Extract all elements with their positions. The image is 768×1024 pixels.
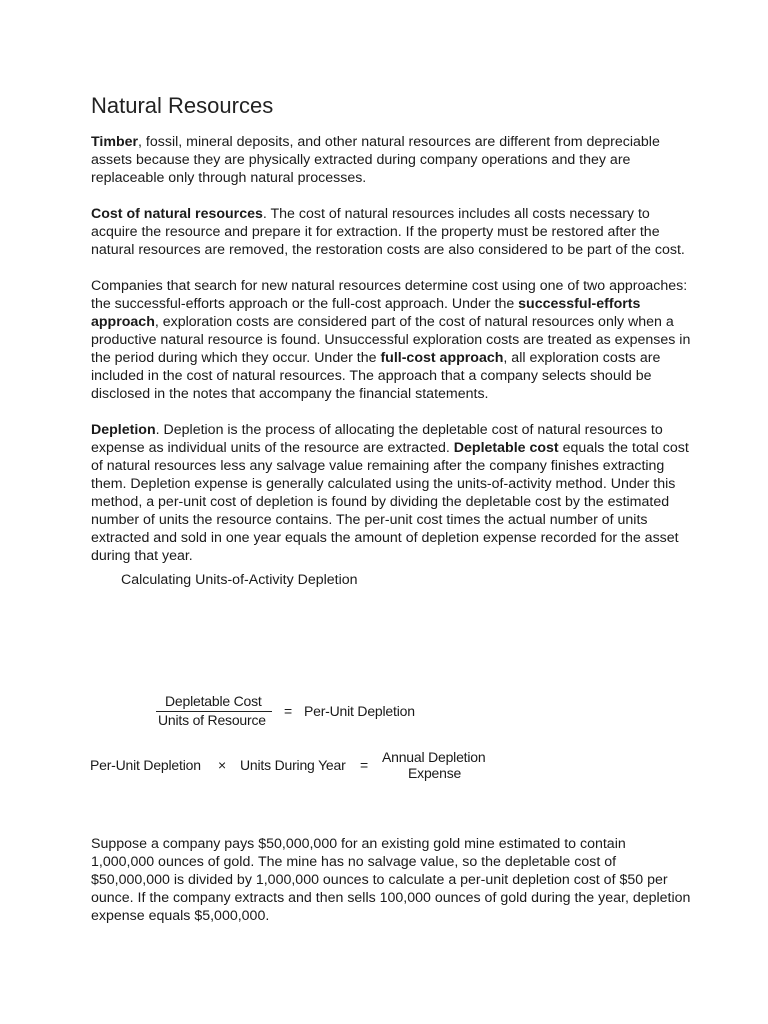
paragraph-cost-text: . The cost of natural resources includes all costs necessary to acquire the resource and prepare it for extraction. If the property must be restored after the natural resources are removed, the restoration costs are also considered to be part of the cost.: [91, 206, 685, 258]
figure-caption: Calculating Units-of-Activity Depletion: [121, 572, 358, 588]
paragraph-example: Suppose a company pays $50,000,000 for an existing gold mine estimated to contain 1,000,000 ounces of gold. The mine has no salvage value, so the depletable cost of $50,000,000 is divided by 1,000,000 ounces to calculate a per-unit depletion cost of $50 per ounce. If the company extracts and then sells 100,000 ounces of gold during the year, depletion expense equals $5,000,000.: [91, 836, 691, 924]
page-title: Natural Resources: [91, 93, 274, 118]
formula-times: ×: [218, 757, 226, 773]
paragraph-intro: [91, 133, 691, 187]
document-body: [91, 92, 691, 589]
term-depletable-cost: Depletable cost: [453, 440, 559, 456]
formula-term-per-unit: Per-Unit Depletion: [90, 757, 201, 773]
term-depletion: Depletion: [91, 422, 156, 438]
formula-result-annual-line2: Expense: [408, 765, 462, 781]
formula-numerator: Depletable Cost: [165, 693, 262, 709]
term-cost-of-natural-resources: Cost of natural resources: [91, 206, 263, 222]
formula-equals-2: =: [360, 757, 368, 773]
paragraph-depletion-text-2: equals the total cost of natural resources less any salvage value remaining after the company finishes extracting them. Depletion expense is generally calculated using the units-of-activity method. Under this method, a per-unit cost of depletion is found by dividing the depletable cost by the estimated number of units the resource contains. The per-unit cost times the actual number of units extracted and sold in one year equals the amount of depletion expense recorded for the asset during that year.: [91, 440, 689, 564]
paragraph-depletion-text-1: . Depletion is the process of allocating the depletable cost of natural resources to expense as individual units of the resource are extracted.: [91, 422, 663, 456]
paragraph-approaches-text-1: Companies that search for new natural resources determine cost using one of two approaches: the successful-efforts approach or the full-cost approach. Under the: [91, 278, 688, 312]
formula-result-per-unit: Per-Unit Depletion: [304, 703, 415, 719]
example-section: [91, 835, 691, 943]
term-full-cost: full-cost approach: [380, 350, 504, 366]
term-timber: Timber: [91, 134, 139, 150]
paragraph-approaches: [91, 277, 691, 403]
formula-result-annual-line1: Annual Depletion: [382, 749, 486, 765]
paragraph-approaches-text-3: , all exploration costs are included in the cost of natural resources. The approach that a company selects should be disclosed in the notes that accompany the financial statements.: [91, 350, 661, 402]
paragraph-depletion: [91, 421, 691, 565]
formula-denominator: Units of Resource: [158, 712, 266, 728]
paragraph-approaches-text-2: , exploration costs are considered part of the cost of natural resources only when a productive natural resource is found. Unsuccessful exploration costs are treated as expenses in the period during which they occur. Under the: [91, 314, 691, 366]
paragraph-intro-text: , fossil, mineral deposits, and other natural resources are different from depreciable assets because they are physically extracted during company operations and they are replaceable only through natural processes.: [91, 134, 660, 186]
formula-equals-1: =: [284, 703, 292, 719]
depletion-formula-figure: [89, 692, 509, 792]
term-successful-efforts: successful-efforts approach: [91, 296, 641, 330]
paragraph-cost: [91, 205, 691, 259]
formula-term-units: Units During Year: [240, 757, 346, 773]
